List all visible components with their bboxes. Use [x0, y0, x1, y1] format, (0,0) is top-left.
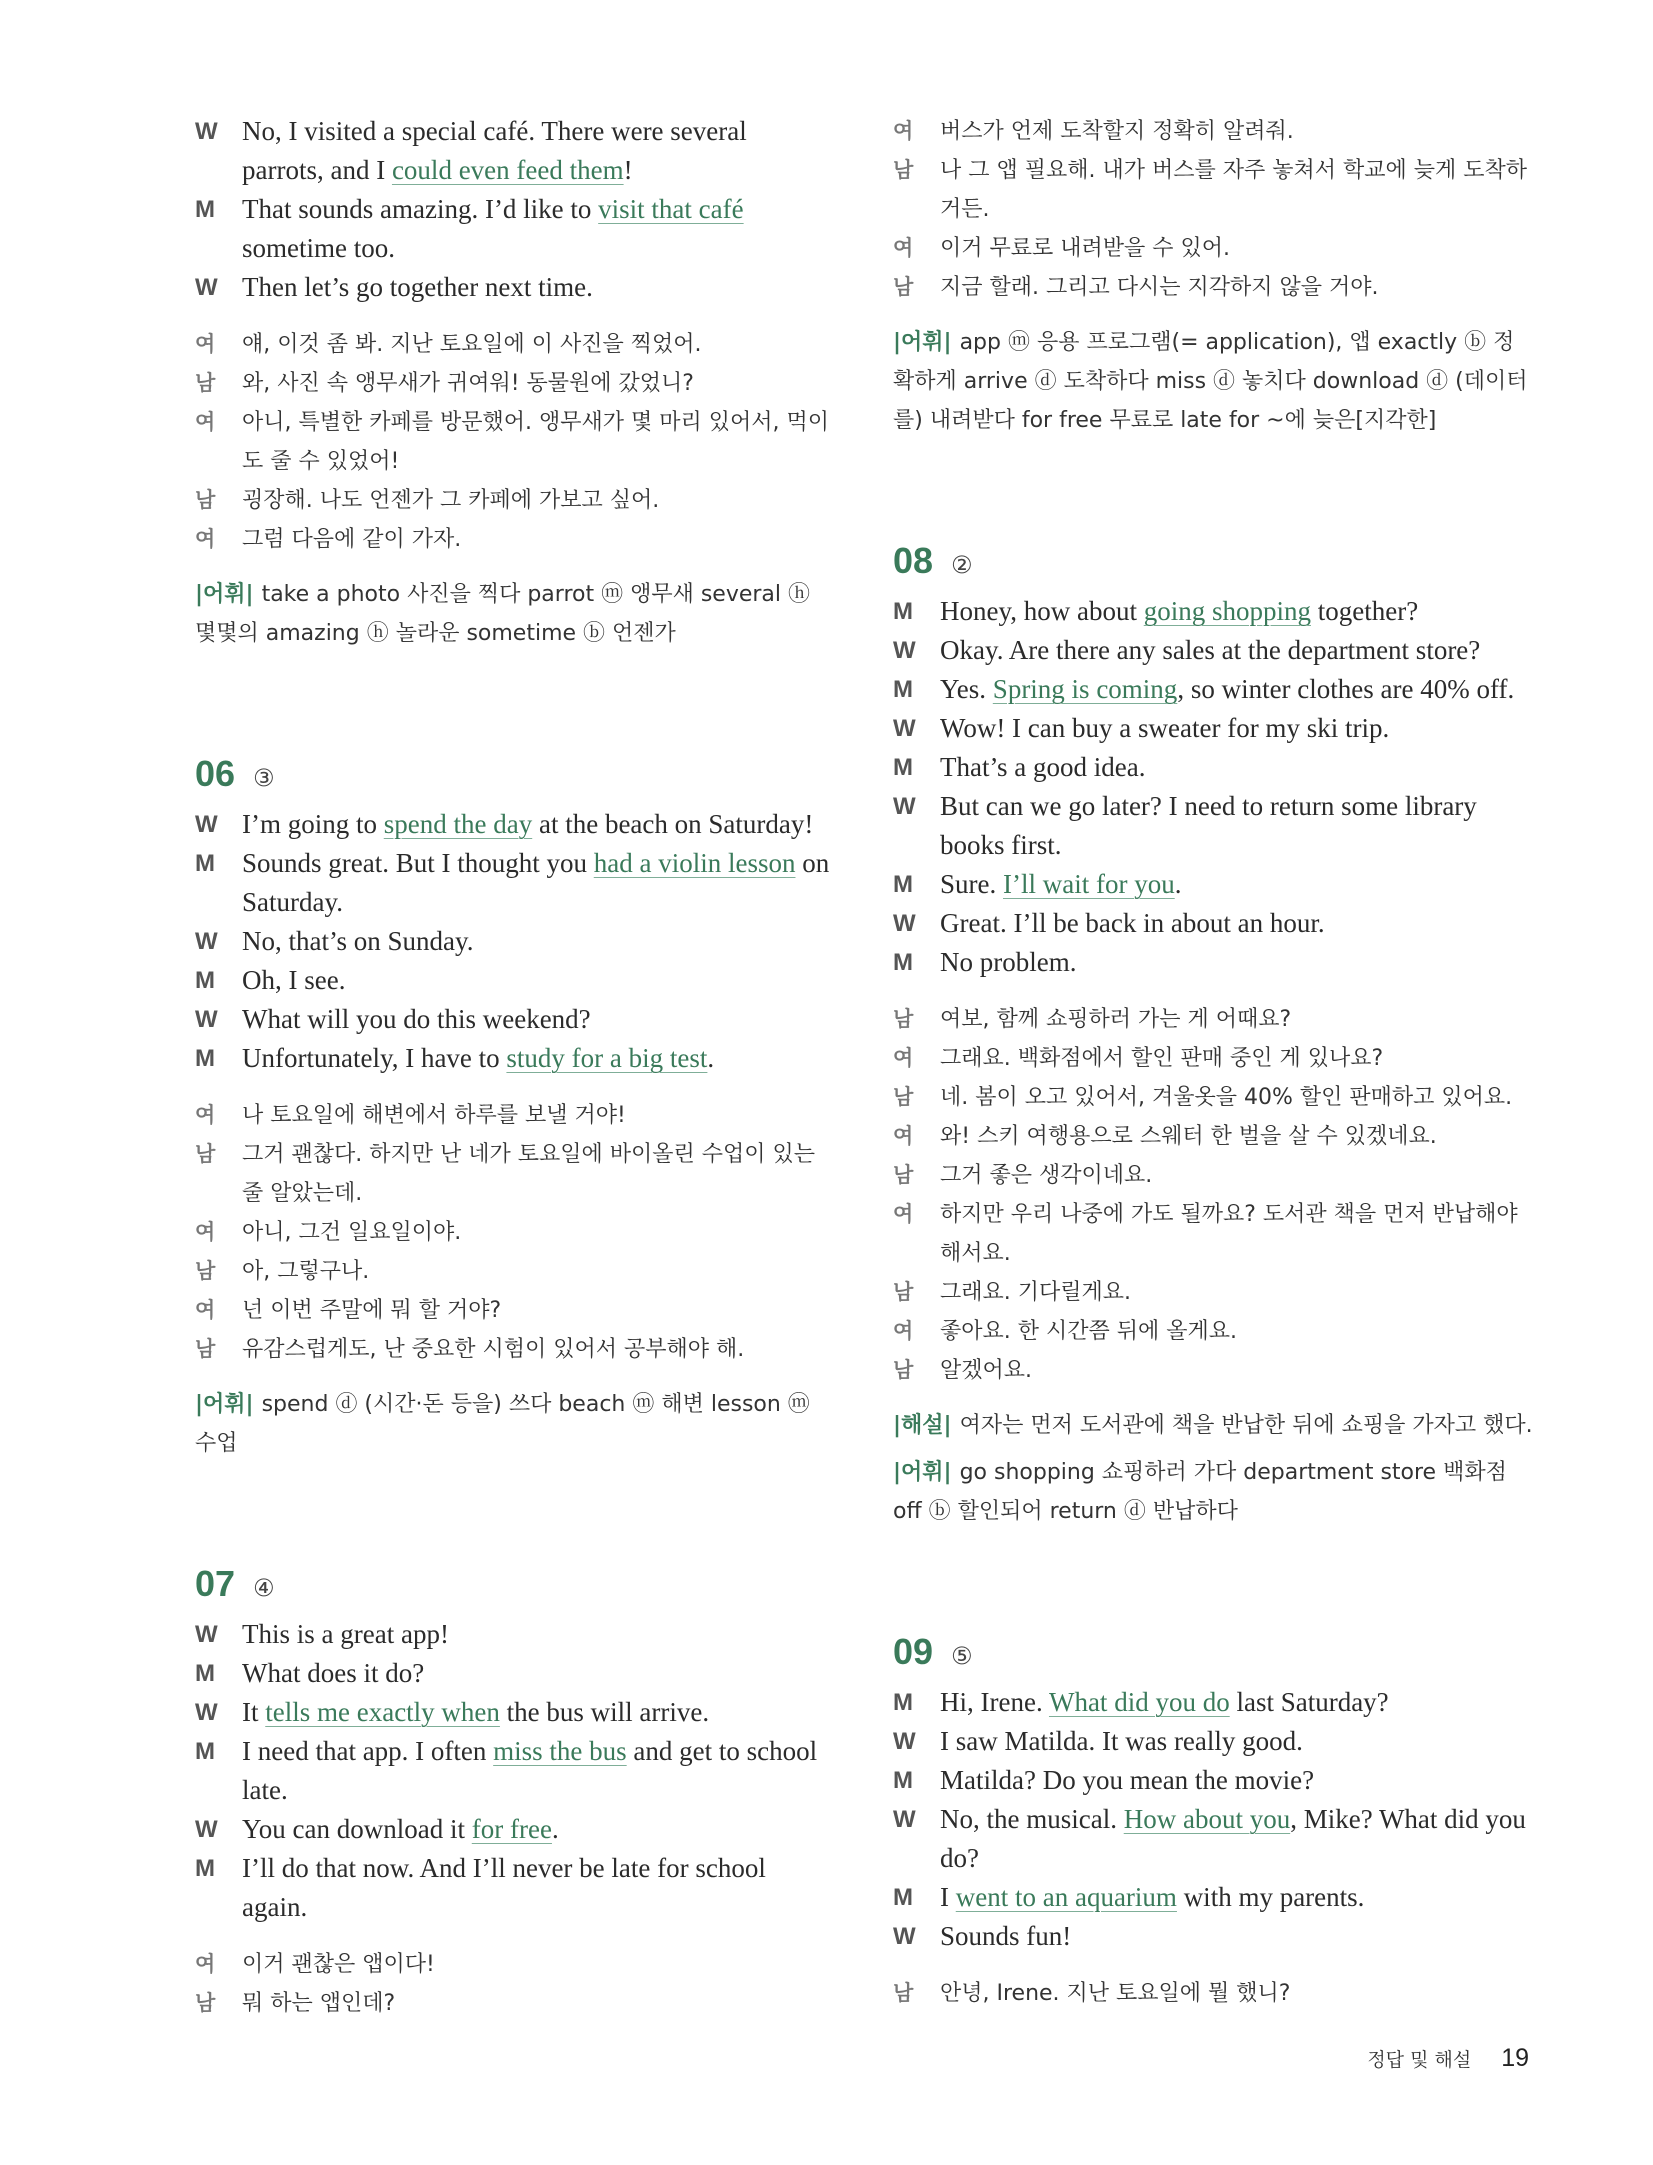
dialogue-line: [195, 844, 835, 922]
text-segment: with my parents.: [1176, 1882, 1365, 1912]
speaker-label: M: [893, 1689, 913, 1716]
section-06-english: [195, 805, 835, 1078]
dialogue-text: [940, 904, 1533, 943]
dialogue-text: [940, 1761, 1533, 1800]
text-segment: last Saturday?: [1229, 1687, 1389, 1717]
dialogue-text: [940, 865, 1533, 904]
section-answer: ③: [253, 764, 275, 792]
dialogue-line: [893, 904, 1533, 943]
vocab-text: spend ⓓ (시간·돈 등을) 쓰다 beach ⓜ 해변 lesson ⓜ 수업: [195, 1392, 810, 1456]
section-06-korean: [195, 1096, 835, 1369]
speaker-label: M: [893, 949, 913, 976]
dialogue-text: [940, 1722, 1533, 1761]
dialogue-line: [893, 1683, 1533, 1722]
dialogue-line: [893, 1917, 1533, 1956]
highlighted-phrase: going shopping: [1143, 596, 1311, 626]
speaker-label: W: [195, 1621, 218, 1648]
speaker-label: 여: [195, 1220, 216, 1244]
dialogue-line: [195, 805, 835, 844]
highlighted-phrase: could even feed them: [391, 155, 624, 185]
dialogue-line: [195, 190, 835, 268]
speaker-label: W: [893, 910, 916, 937]
translation-text: 좋아요. 한 시간쯤 뒤에 올게요.: [940, 1319, 1237, 1344]
translation-line: [195, 403, 835, 481]
text-segment: You can download it: [242, 1814, 472, 1844]
dialogue-line: [893, 631, 1533, 670]
left-top-korean: [195, 325, 835, 559]
speaker-label: M: [893, 754, 913, 781]
vocab-label: |어휘|: [195, 582, 254, 607]
translation-text: 와! 스키 여행용으로 스웨터 한 벌을 살 수 있겠네요.: [940, 1124, 1437, 1149]
dialogue-line: [893, 748, 1533, 787]
translation-text: 아니, 그건 일요일이야.: [242, 1220, 462, 1245]
right-top-vocab: [893, 323, 1533, 440]
translation-text: 버스가 언제 도착할지 정확히 알려줘.: [940, 119, 1294, 144]
highlighted-phrase: I’ll wait for you: [1003, 869, 1175, 899]
section-number: 08: [893, 540, 934, 581]
translation-text: 유감스럽게도, 난 중요한 시험이 있어서 공부해야 해.: [242, 1337, 745, 1362]
text-segment: .: [707, 1043, 715, 1073]
speaker-label: W: [893, 637, 916, 664]
text-segment: I: [940, 1882, 956, 1912]
section-08-korean: [893, 1000, 1533, 1390]
translation-line: [893, 1195, 1533, 1273]
translation-text: 그거 좋은 생각이네요.: [940, 1163, 1153, 1188]
dialogue-text: [242, 1693, 835, 1732]
translation-line: [893, 1312, 1533, 1351]
speaker-label: 여: [893, 236, 914, 260]
translation-line: [195, 520, 835, 559]
speaker-label: 여: [195, 1103, 216, 1127]
dialogue-text: [940, 592, 1533, 631]
translation-line: [893, 229, 1533, 268]
right-column: [893, 112, 1533, 2013]
speaker-label: 여: [195, 410, 216, 434]
text-segment: Matilda? Do you mean the movie?: [940, 1765, 1315, 1795]
speaker-label: 남: [893, 1358, 914, 1382]
vocab-label: |어휘|: [195, 1392, 254, 1417]
section-answer: ④: [253, 1574, 275, 1602]
speaker-label: M: [893, 1884, 913, 1911]
dialogue-line: [195, 1732, 835, 1810]
dialogue-text: [242, 961, 835, 1000]
text-segment: , Mike? What did you do?: [940, 1804, 1526, 1873]
dialogue-text: [242, 1039, 835, 1078]
speaker-label: 남: [893, 158, 914, 182]
text-segment: What will you do this weekend?: [242, 1004, 591, 1034]
dialogue-line: [195, 922, 835, 961]
section-08-header: [893, 540, 1533, 582]
translation-text: 얘, 이것 좀 봐. 지난 토요일에 이 사진을 찍었어.: [242, 332, 702, 357]
speaker-label: 남: [195, 1142, 216, 1166]
speaker-label: M: [893, 598, 913, 625]
dialogue-line: [195, 1654, 835, 1693]
translation-line: [195, 1291, 835, 1330]
speaker-label: 남: [195, 371, 216, 395]
dialogue-text: [242, 1000, 835, 1039]
dialogue-text: [940, 943, 1533, 982]
section-number: 09: [893, 1631, 934, 1672]
section-09-korean: [893, 1974, 1533, 2013]
dialogue-line: [893, 787, 1533, 865]
text-segment: What does it do?: [242, 1658, 425, 1688]
speaker-label: M: [893, 676, 913, 703]
dialogue-line: [893, 1878, 1533, 1917]
highlighted-phrase: had a violin lesson: [593, 848, 796, 878]
section-07-english: [195, 1615, 835, 1927]
dialogue-line: [195, 1615, 835, 1654]
translation-text: 그래요. 백화점에서 할인 판매 중인 게 있나요?: [940, 1046, 1384, 1071]
speaker-label: W: [893, 793, 916, 820]
translation-text: 나 토요일에 해변에서 하루를 보낼 거야!: [242, 1103, 626, 1128]
translation-line: [893, 1117, 1533, 1156]
speaker-label: 남: [195, 488, 216, 512]
speaker-label: W: [195, 274, 218, 301]
dialogue-text: [940, 787, 1533, 865]
translation-text: 나 그 앱 필요해. 내가 버스를 자주 놓쳐서 학교에 늦게 도착하거든.: [940, 158, 1527, 222]
text-segment: That’s a good idea.: [940, 752, 1146, 782]
text-segment: Wow! I can buy a sweater for my ski trip.: [940, 713, 1390, 743]
dialogue-line: [195, 1039, 835, 1078]
speaker-label: 여: [893, 1319, 914, 1343]
text-segment: at the beach on Saturday!: [532, 809, 814, 839]
dialogue-line: [893, 943, 1533, 982]
highlighted-phrase: spend the day: [383, 809, 533, 839]
speaker-label: 남: [893, 1085, 914, 1109]
dialogue-line: [893, 709, 1533, 748]
section-09-header: [893, 1631, 1533, 1673]
text-segment: together?: [1310, 596, 1419, 626]
text-segment: I’ll do that now. And I’ll never be late for school again.: [242, 1853, 766, 1922]
speaker-label: W: [893, 1923, 916, 1950]
dialogue-line: [893, 1800, 1533, 1878]
dialogue-text: [242, 844, 835, 922]
translation-text: 와, 사진 속 앵무새가 귀여워! 동물원에 갔었니?: [242, 371, 694, 396]
dialogue-line: [893, 592, 1533, 631]
vocab-label: |어휘|: [893, 1460, 952, 1485]
translation-line: [195, 481, 835, 520]
text-segment: sometime too.: [242, 233, 395, 263]
section-06-vocab: [195, 1385, 835, 1463]
translation-line: [893, 1078, 1533, 1117]
text-segment: Unfortunately, I have to: [242, 1043, 507, 1073]
section-08-english: [893, 592, 1533, 982]
translation-text: 하지만 우리 나중에 가도 될까요? 도서관 책을 먼저 반납해야 해서요.: [940, 1202, 1518, 1266]
translation-line: [195, 1984, 835, 2023]
text-segment: But can we go later? I need to return some library books first.: [940, 791, 1477, 860]
speaker-label: 남: [893, 1280, 914, 1304]
translation-line: [893, 1156, 1533, 1195]
translation-text: 뭐 하는 앱인데?: [242, 1991, 396, 2016]
speaker-label: M: [195, 967, 215, 994]
dialogue-text: [940, 1917, 1533, 1956]
speaker-label: 남: [195, 1991, 216, 2015]
text-segment: the bus will arrive.: [499, 1697, 710, 1727]
dialogue-line: [195, 1693, 835, 1732]
dialogue-text: [242, 1810, 835, 1849]
dialogue-text: [242, 1849, 835, 1927]
translation-text: 굉장해. 나도 언젠가 그 카페에 가보고 싶어.: [242, 488, 660, 513]
text-segment: Sounds great. But I thought you: [242, 848, 594, 878]
dialogue-text: [940, 748, 1533, 787]
speaker-label: M: [195, 1855, 215, 1882]
section-09-english: [893, 1683, 1533, 1956]
dialogue-text: [242, 190, 835, 268]
translation-line: [893, 268, 1533, 307]
speaker-label: 남: [893, 1007, 914, 1031]
translation-text: 그럼 다음에 같이 가자.: [242, 527, 462, 552]
dialogue-text: [940, 1878, 1533, 1917]
section-07-header: [195, 1563, 835, 1605]
highlighted-phrase: visit that café: [598, 194, 744, 224]
vocab-label: |어휘|: [893, 330, 952, 355]
vocab-text: take a photo 사진을 찍다 parrot ⓜ 앵무새 several ⓗ 몇몇의 amazing ⓗ 놀라운 sometime ⓑ 언젠가: [195, 582, 811, 646]
speaker-label: 여: [893, 1202, 914, 1226]
dialogue-text: [242, 1654, 835, 1693]
translation-line: [195, 1330, 835, 1369]
speaker-label: M: [195, 1660, 215, 1687]
dialogue-text: [242, 805, 835, 844]
translation-text: 그거 괜찮다. 하지만 난 네가 토요일에 바이올린 수업이 있는 줄 알았는데.: [242, 1142, 815, 1206]
dialogue-line: [893, 670, 1533, 709]
speaker-label: W: [195, 928, 218, 955]
translation-text: 넌 이번 주말에 뭐 할 거야?: [242, 1298, 502, 1323]
translation-line: [195, 364, 835, 403]
text-segment: and get to school late.: [242, 1736, 818, 1805]
translation-text: 여보, 함께 쇼핑하러 가는 게 어때요?: [940, 1007, 1292, 1032]
speaker-label: M: [893, 1767, 913, 1794]
speaker-label: W: [195, 811, 218, 838]
dialogue-line: [195, 112, 835, 190]
translation-line: [893, 1273, 1533, 1312]
dialogue-text: [940, 1800, 1533, 1878]
text-segment: Then let’s go together next time.: [242, 272, 593, 302]
section-answer: ②: [951, 551, 973, 579]
text-segment: !: [623, 155, 633, 185]
text-segment: Sounds fun!: [940, 1921, 1072, 1951]
text-segment: Great. I’ll be back in about an hour.: [940, 908, 1325, 938]
text-segment: Yes.: [940, 674, 993, 704]
dialogue-text: [940, 631, 1533, 670]
text-segment: Oh, I see.: [242, 965, 346, 995]
speaker-label: 남: [195, 1337, 216, 1361]
speaker-label: W: [195, 118, 218, 145]
highlighted-phrase: for free: [471, 1814, 552, 1844]
page-number: 19: [1501, 2044, 1529, 2072]
highlighted-phrase: Spring is coming: [992, 674, 1178, 704]
text-segment: That sounds amazing. I’d like to: [242, 194, 599, 224]
section-number: 06: [195, 753, 236, 794]
text-segment: , so winter clothes are 40% off.: [1177, 674, 1515, 704]
translation-line: [893, 1039, 1533, 1078]
speaker-label: W: [195, 1699, 218, 1726]
section-07-korean: [195, 1945, 835, 2023]
speaker-label: W: [195, 1816, 218, 1843]
text-segment: I saw Matilda. It was really good.: [940, 1726, 1303, 1756]
speaker-label: M: [893, 871, 913, 898]
speaker-label: 여: [195, 527, 216, 551]
left-top-vocab: [195, 575, 835, 653]
explanation-text: 여자는 먼저 도서관에 책을 반납한 뒤에 쇼핑을 가자고 했다.: [959, 1413, 1533, 1438]
text-segment: Sure.: [940, 869, 1003, 899]
right-top-korean: [893, 112, 1533, 307]
section-06-header: [195, 753, 835, 795]
footer-label: 정답 및 해설: [1367, 2049, 1472, 2071]
translation-text: 이거 무료로 내려받을 수 있어.: [940, 236, 1230, 261]
translation-line: [195, 1945, 835, 1984]
text-segment: It: [242, 1697, 266, 1727]
translation-line: [893, 1351, 1533, 1390]
speaker-label: W: [893, 715, 916, 742]
speaker-label: W: [893, 1728, 916, 1755]
dialogue-text: [940, 1683, 1533, 1722]
speaker-label: M: [195, 1045, 215, 1072]
translation-line: [893, 112, 1533, 151]
left-top-english: [195, 112, 835, 307]
speaker-label: 여: [195, 332, 216, 356]
speaker-label: 남: [893, 1981, 914, 2005]
speaker-label: 여: [195, 1952, 216, 1976]
translation-text: 지금 할래. 그리고 다시는 지각하지 않을 거야.: [940, 275, 1379, 300]
translation-text: 아니, 특별한 카페를 방문했어. 앵무새가 몇 마리 있어서, 먹이도 줄 수 있었어!: [242, 410, 829, 474]
dialogue-text: [242, 268, 835, 307]
speaker-label: 남: [893, 1163, 914, 1187]
page-footer: [1367, 2044, 1529, 2073]
speaker-label: M: [195, 196, 215, 223]
dialogue-line: [195, 1849, 835, 1927]
translation-line: [195, 1252, 835, 1291]
translation-line: [893, 1000, 1533, 1039]
section-answer: ⑤: [951, 1642, 973, 1670]
dialogue-line: [195, 961, 835, 1000]
speaker-label: 남: [893, 275, 914, 299]
speaker-label: 여: [893, 119, 914, 143]
translation-line: [195, 1135, 835, 1213]
highlighted-phrase: tells me exactly when: [265, 1697, 500, 1727]
left-column: [195, 112, 835, 2023]
speaker-label: M: [195, 1738, 215, 1765]
text-segment: No problem.: [940, 947, 1077, 977]
translation-text: 그래요. 기다릴게요.: [940, 1280, 1131, 1305]
section-08-explanation: [893, 1406, 1533, 1445]
speaker-label: 남: [195, 1259, 216, 1283]
translation-text: 알겠어요.: [940, 1358, 1033, 1383]
dialogue-line: [893, 1761, 1533, 1800]
highlighted-phrase: What did you do: [1048, 1687, 1230, 1717]
highlighted-phrase: went to an aquarium: [955, 1882, 1177, 1912]
dialogue-line: [893, 1722, 1533, 1761]
translation-text: 이거 괜찮은 앱이다!: [242, 1952, 435, 1977]
translation-line: [893, 151, 1533, 229]
translation-text: 아, 그렇구나.: [242, 1259, 370, 1284]
dialogue-line: [195, 268, 835, 307]
speaker-label: W: [893, 1806, 916, 1833]
vocab-text: go shopping 쇼핑하러 가다 department store 백화점 off ⓑ 할인되어 return ⓓ 반납하다: [893, 1460, 1507, 1524]
translation-line: [893, 1974, 1533, 2013]
text-segment: Honey, how about: [940, 596, 1144, 626]
dialogue-line: [893, 865, 1533, 904]
dialogue-line: [195, 1810, 835, 1849]
highlighted-phrase: How about you: [1123, 1804, 1291, 1834]
translation-line: [195, 325, 835, 364]
text-segment: I need that app. I often: [242, 1736, 494, 1766]
speaker-label: 여: [893, 1124, 914, 1148]
text-segment: .: [1174, 869, 1182, 899]
text-segment: on Saturday.: [242, 848, 830, 917]
vocab-text: app ⓜ 응용 프로그램(= application), 앱 exactly ⓑ 정확하게 arrive ⓓ 도착하다 miss ⓓ 놓치다 download ⓓ (데이터를) 내려받다 for free 무료로 late for ~에 늦은[지각한]: [893, 330, 1528, 433]
speaker-label: M: [195, 850, 215, 877]
highlighted-phrase: miss the bus: [493, 1736, 627, 1766]
text-segment: Hi, Irene.: [940, 1687, 1049, 1717]
dialogue-text: [242, 112, 835, 190]
section-number: 07: [195, 1563, 236, 1604]
highlighted-phrase: study for a big test: [506, 1043, 708, 1073]
explanation-label: |해설|: [893, 1413, 952, 1438]
text-segment: .: [551, 1814, 559, 1844]
dialogue-text: [940, 709, 1533, 748]
translation-line: [195, 1096, 835, 1135]
dialogue-text: [242, 1615, 835, 1654]
text-segment: This is a great app!: [242, 1619, 449, 1649]
translation-text: 안녕, Irene. 지난 토요일에 뭘 했니?: [940, 1981, 1291, 2006]
dialogue-text: [242, 1732, 835, 1810]
dialogue-text: [940, 670, 1533, 709]
section-08-vocab: [893, 1453, 1533, 1531]
text-segment: No, the musical.: [940, 1804, 1124, 1834]
dialogue-text: [242, 922, 835, 961]
text-segment: Okay. Are there any sales at the department store?: [940, 635, 1481, 665]
speaker-label: 여: [195, 1298, 216, 1322]
speaker-label: W: [195, 1006, 218, 1033]
translation-line: [195, 1213, 835, 1252]
text-segment: I’m going to: [242, 809, 384, 839]
text-segment: No, that’s on Sunday.: [242, 926, 474, 956]
translation-text: 네. 봄이 오고 있어서, 겨울옷을 40% 할인 판매하고 있어요.: [940, 1085, 1513, 1110]
speaker-label: 여: [893, 1046, 914, 1070]
dialogue-line: [195, 1000, 835, 1039]
text-segment: No, I visited a special café. There were several parrots, and I: [242, 116, 747, 185]
